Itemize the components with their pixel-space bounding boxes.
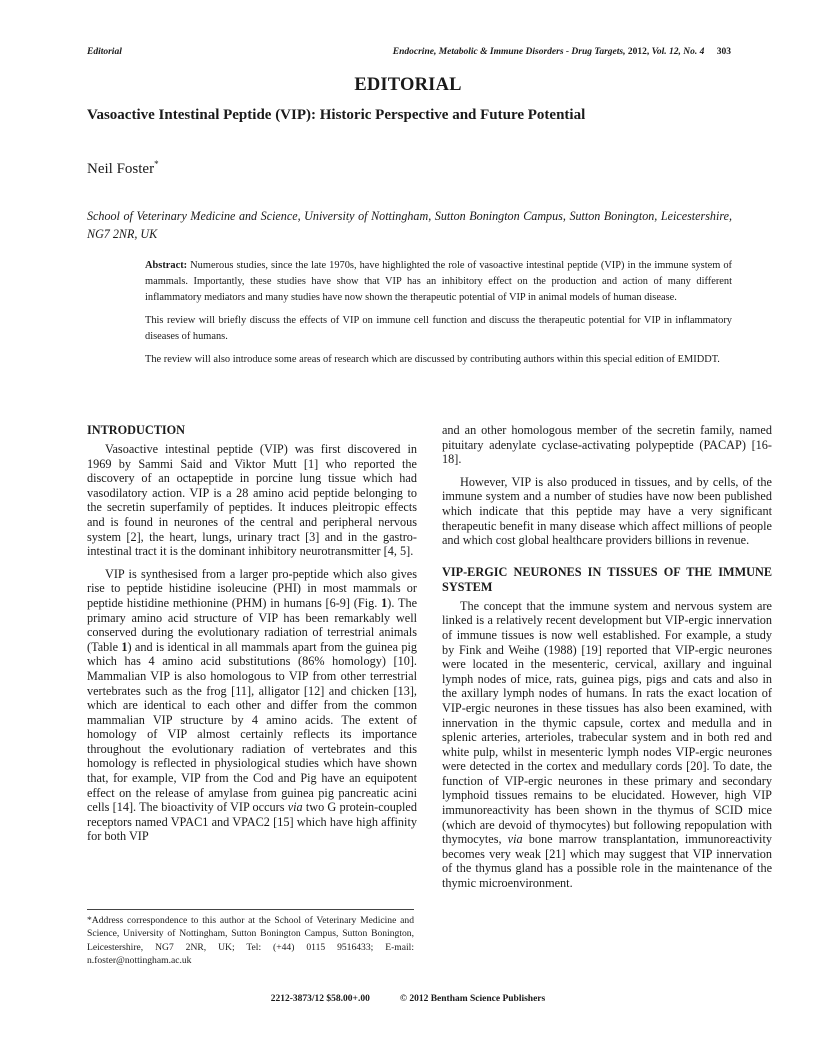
author-name: Neil Foster	[87, 161, 155, 177]
page-footer	[0, 994, 816, 1004]
left-column	[87, 423, 417, 852]
issn-price: 2212-3873/12 $58.00+.00	[270, 994, 370, 1004]
page-number: 303	[716, 47, 731, 57]
section-heading-introduction: INTRODUCTION	[87, 423, 186, 437]
table-ref[interactable]: 1	[121, 639, 128, 654]
article-title: Vasoactive Intestinal Peptide (VIP): Historic Perspective and Future Potential	[87, 107, 586, 123]
body-paragraph: Vasoactive intestinal peptide (VIP) was first discovered in 1969 by Sammi Said and Viktor Mutt [1] who reported the discovery of an octapeptide in porcine lung tissue which had vasodilatory action. VIP is a 28 amino acid peptide belonging to the secretin superfamily of peptides. It induces pleitropic effects and is found in neurones of the central and peripheral nervous system [2], the heart, lungs, urinary tract [3] and in the gastro-intestinal tract it is the dominant inhibitory neurotransmitter [4, 5].	[87, 442, 417, 559]
abstract	[145, 258, 732, 374]
section-label: EDITORIAL	[354, 75, 462, 95]
section-heading-vip-ergic: VIP-ERGIC NEURONES IN TISSUES OF THE IMMUNE SYSTEM	[442, 564, 772, 594]
abstract-paragraph: The review will also introduce some areas of research which are discussed by contributing authors within this special edition of EMIDDT.	[145, 353, 720, 365]
abstract-label: Abstract:	[145, 260, 188, 271]
running-head-right	[393, 47, 731, 57]
figure-ref[interactable]: 1	[381, 595, 388, 610]
journal-year: 2012,	[627, 47, 650, 57]
body-paragraph: However, VIP is also produced in tissues, and by cells, of the immune system and a number of studies have now been published which indicate that this peptide may have a very significant therapeutic benefit in many disease which affect millions of people and which cost global healthcare providers billions in revenue.	[442, 474, 772, 548]
body-paragraph: The concept that the immune system and nervous system are linked is a relatively recent development but VIP-ergic innervation of immune tissues is now well established. For example, a study by Fink and Weihe (1988) [19] reported that VIP-ergic neurones were located in the mesenteric, cervical, axillary and inguinal lymph nodes of mice, rats, guinea pigs, pigs and cats and also in the axillary lymph nodes of humans. In rats the exact location of VIP-ergic neurones in these tissues has also been examined, with innervation in the thymic capsule, cortex and medulla and in splenic arteries, arterioles, trabecular system and in both red and white pulp, whilst in mesenteric lymph nodes VIP-ergic neurones were detected in the cortex and medullary cords [20]. To date, the function of VIP-ergic neurones in these primary and secondary lymphoid tissues remains to be elucidated. However, high VIP immunoreactivity has been shown in the thymus of SCID mice (which are devoid of thymocytes) but following repopulation with thymocytes, via bone marrow transplantation, immunoreactivity becomes very weak [21] which may suggest that VIP innervation of the thymus gland has a possible role in the maintenance of the thymic microenvironment.	[442, 598, 772, 891]
author-footnote-mark: *	[154, 159, 159, 169]
affiliation: School of Veterinary Medicine and Science, University of Nottingham, Sutton Bonington Campus, Sutton Bonington, Leicestershire, NG7 2NR, UK	[87, 209, 732, 241]
running-head	[87, 47, 731, 57]
copyright: © 2012 Bentham Science Publishers	[399, 994, 546, 1004]
journal-name: Endocrine, Metabolic & Immune Disorders - Drug Targets,	[392, 47, 626, 57]
running-head-left: Editorial	[87, 47, 122, 57]
author	[87, 159, 159, 178]
footnote-divider	[87, 909, 414, 910]
body-paragraph-continued: and an other homologous member of the secretin family, named pituitary adenylate cyclase-activating polypeptide (PACAP) [16-18].	[442, 423, 772, 467]
right-column	[442, 423, 772, 899]
journal-volume: Vol. 12, No. 4	[651, 47, 705, 57]
correspondence-footnote: *Address correspondence to this author at the School of Veterinary Medicine and Science, University of Nottingham, Sutton Bonington Campus, Sutton Bonington, Leicestershire, NG7 2NR, UK; Tel: (+44) 0115 9516433; E-mail: n.foster@nottingham.ac.uk	[87, 915, 414, 967]
abstract-paragraph: This review will briefly discuss the effects of VIP on immune cell function and discuss the therapeutic potential for VIP in inflammatory diseases of humans.	[145, 314, 732, 342]
abstract-paragraph: Abstract: Numerous studies, since the late 1970s, have highlighted the role of vasoactive intestinal peptide (VIP) in the immune system of mammals. Importantly, these studies have show that VIP has an inhibitory effect on the production and action of many different inflammatory mediators and many studies have now shown the therapeutic potential of VIP in animal models of human disease.	[145, 260, 732, 303]
body-paragraph: VIP is synthesised from a larger pro-peptide which also gives rise to peptide histidine isoleucine (PHI) in most mammals or peptide histidine methionine (PHM) in humans [6-9] (Fig. 1). The primary amino acid structure of VIP has been remarkably well conserved during the evolutionary radiation of terrestrial animals (Table 1) and is identical in all mammals apart from the guinea pig which has 4 amino acid substitutions (86% homology) [10]. Mammalian VIP is also homologous to VIP from other terrestrial vertebrates such as the frog [11], alligator [12] and chicken [13], which are identical to each other and differ from the common mammalian VIP structure by 4 amino acids. The extent of homology of VIP almost certainly reflects its importance throughout the evolutionary radiation of vertebrates and this homology is reflected in physiological studies which have shown that, for example, VIP from the Cod and Pig have an equipotent effect on the release of amylase from guinea pig pancreatic acini cells [14]. The bioactivity of VIP occurs via two G protein-coupled receptors named VPAC1 and VPAC2 [15] which have high affinity for both VIP	[87, 566, 418, 844]
